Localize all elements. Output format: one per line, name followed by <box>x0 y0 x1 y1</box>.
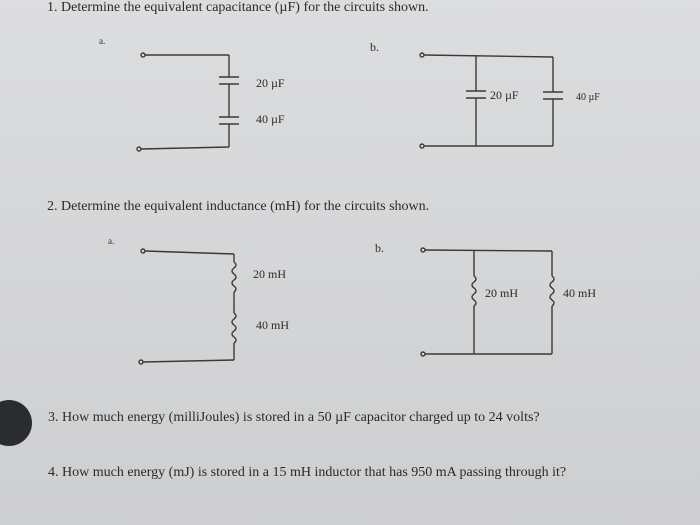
inductor-2b-40mh-coil <box>550 276 554 306</box>
circuit-1b <box>420 53 563 148</box>
ind-2a-20-label: 20 mH <box>253 267 286 281</box>
cap-1b-40-label: 40 µF <box>576 92 600 103</box>
inductor-20mh-coil <box>232 262 236 292</box>
terminal-2a-bottom <box>139 360 143 364</box>
ind-2a-40-label: 40 mH <box>256 318 289 332</box>
circuit-1b-tag: b. <box>370 40 379 54</box>
cap-1a-40-label: 40 µF <box>256 112 285 126</box>
terminal-2b-bottom <box>421 352 425 356</box>
terminal-1a-bottom <box>137 147 141 151</box>
question-1: 1. Determine the equivalent capacitance (µF) for the circuits shown. <box>47 0 429 15</box>
terminal-2a-top <box>141 249 145 253</box>
circuit-1a <box>137 53 239 151</box>
inductor-40mh-coil <box>232 313 236 343</box>
terminal-2b-top <box>421 248 425 252</box>
question-3: 3. How much energy (milliJoules) is stored in a 50 µF capacitor charged up to 24 volts? <box>48 410 540 425</box>
cap-1a-20-label: 20 µF <box>256 76 285 90</box>
ind-2b-20-label: 20 mH <box>485 286 518 300</box>
circuit-1a-tag: a. <box>99 36 106 46</box>
circuit-2a <box>139 249 236 364</box>
circuit-2b-tag: b. <box>375 241 384 255</box>
inductor-2b-20mh-coil <box>472 276 476 306</box>
question-4: 4. How much energy (mJ) is stored in a 15 mH inductor that has 950 mA passing through it? <box>48 465 567 480</box>
ind-2b-40-label: 40 mH <box>563 286 596 300</box>
question-2: 2. Determine the equivalent inductance (mH) for the circuits shown. <box>47 199 430 214</box>
circuit-2b <box>421 248 554 356</box>
circuit-2a-tag: a. <box>108 236 115 246</box>
terminal-1b-bottom <box>420 144 424 148</box>
terminal-1b-top <box>420 53 424 57</box>
cap-1b-20-label: 20 µF <box>490 88 519 102</box>
terminal-1a-top <box>141 53 145 57</box>
